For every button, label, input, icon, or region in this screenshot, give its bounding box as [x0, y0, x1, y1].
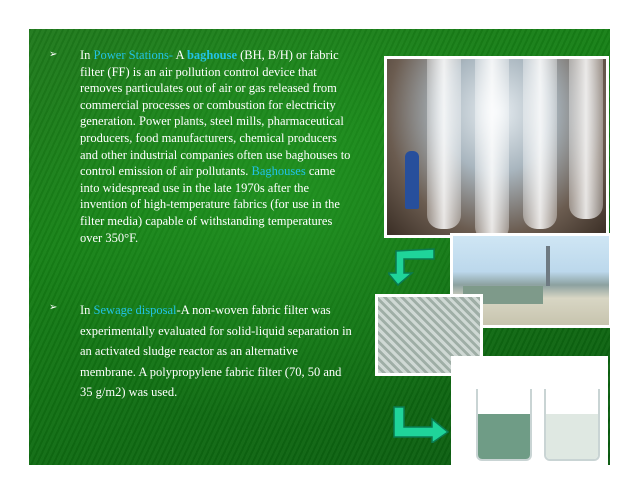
bullet-text [80, 47, 353, 246]
text-body: (BH, B/H) or fabric filter (FF) is an air pollution control device that removes particulates out of air or gas released from commercial processes or combustion for electricity generation. Power plants, steel mills, pharmaceutical producers, food manufacturers, chemical producers and other industrial companies often use baghouses to control emission of air pollutants. [80, 48, 351, 179]
slide [29, 29, 610, 465]
bullet-sewage-disposal [49, 300, 353, 403]
keyword-baghouse: baghouse [186, 48, 237, 62]
topic-power-stations: Power Stations- [93, 48, 174, 62]
beaker-left [476, 389, 532, 461]
text-mid: A [173, 48, 187, 62]
text-body: -A non-woven fabric filter was experimentally evaluated for solid-liquid separation in an activated sludge reactor as an alternative membrane. A polypropylene fabric filter (70, 50 and 35 g/m2) was used. [80, 303, 352, 399]
bullet-text [80, 300, 353, 403]
baghouse-photo [384, 56, 609, 238]
text-lead: In [80, 48, 94, 62]
text-lead: In [80, 303, 94, 317]
down-left-arrow-icon [388, 247, 438, 287]
text-body-2: came into widespread use in the late 1970s after the invention of high-temperature fabrics (for use in the filter media) capable of withstanding temperatures over 350°F. [80, 164, 340, 245]
beaker-right [544, 389, 600, 461]
beaker-samples-photo [451, 356, 608, 465]
keyword-baghouses: Baghouses [251, 164, 306, 179]
topic-sewage-disposal: Sewage disposal [93, 303, 177, 317]
down-right-arrow-icon [392, 405, 452, 443]
bullet-power-stations [49, 47, 353, 246]
bullet-arrow-icon: ➢ [49, 49, 58, 60]
bullet-arrow-icon: ➢ [49, 302, 58, 313]
